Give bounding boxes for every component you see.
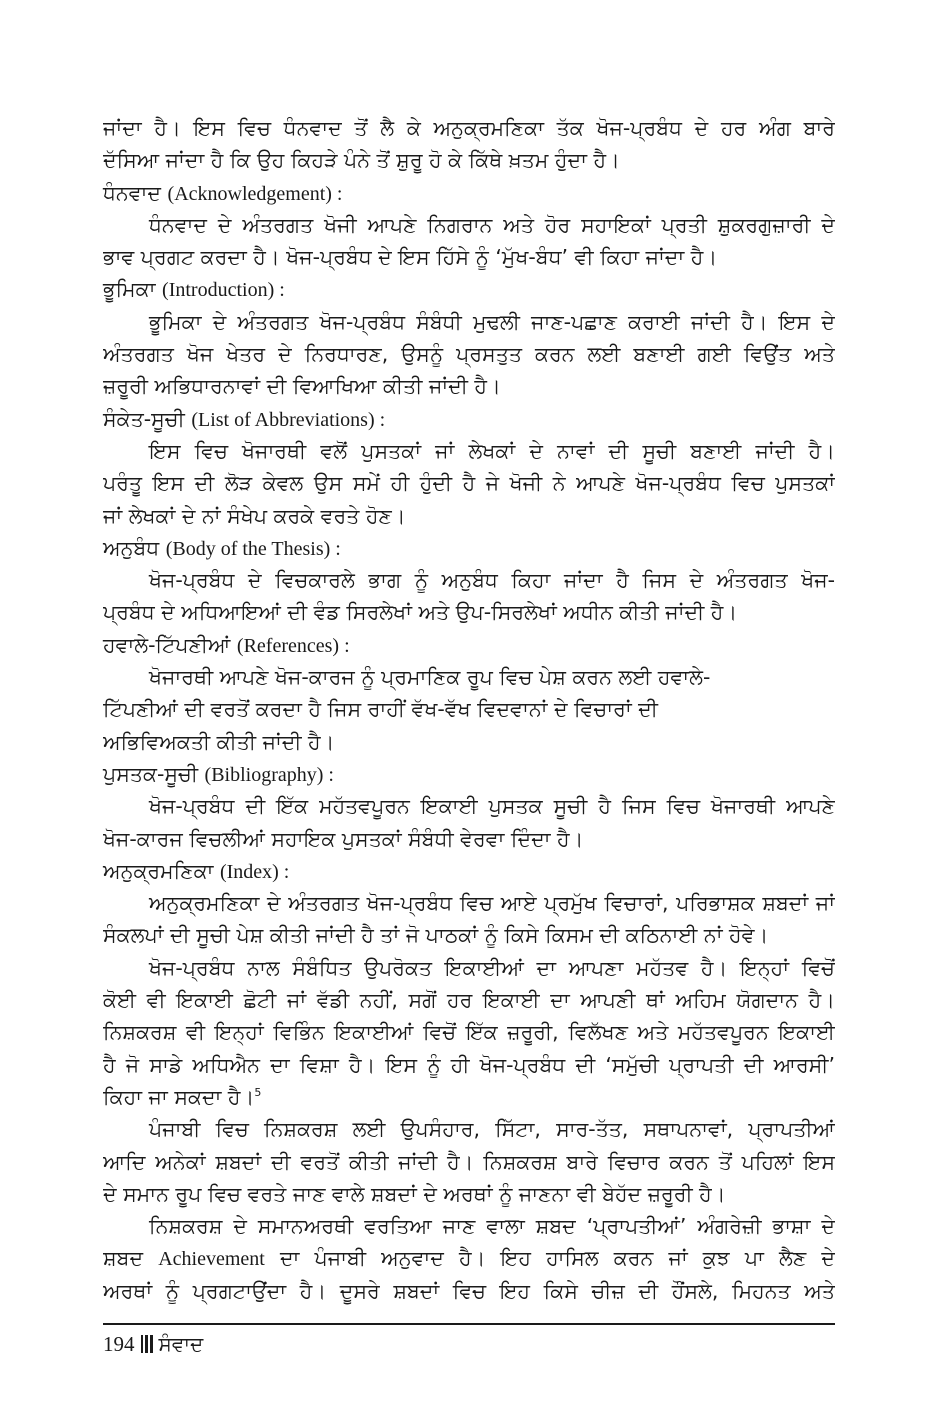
section-heading-references: ਹਵਾਲੇ-ਟਿੱਪਣੀਆਂ (References) : <box>103 632 350 657</box>
footer-divider <box>103 1323 835 1325</box>
text-line: ਖੋਜ-ਕਾਰਜ ਵਿਚਲੀਆਂ ਸਹਾਇਕ ਪੁਸਤਕਾਂ ਸੰਬੰਧੀ ਵੇਰਵਾ ਦਿੰਦਾ ਹੈ। <box>103 826 584 851</box>
text-line: ਆਦਿ ਅਨੇਕਾਂ ਸ਼ਬਦਾਂ ਦੀ ਵਰਤੋਂ ਕੀਤੀ ਜਾਂਦੀ ਹੈ। ਨਿਸ਼ਕਰਸ਼ ਬਾਰੇ ਵਿਚਾਰ ਕਰਨ ਤੋਂ ਪਹਿਲਾਂ ਇਸ <box>103 1149 835 1174</box>
text-line: ਸ਼ਬਦ Achievement ਦਾ ਪੰਜਾਬੀ ਅਨੁਵਾਦ ਹੈ। ਇਹ ਹਾਸਿਲ ਕਰਨ ਜਾਂ ਕੁਝ ਪਾ ਲੈਣ ਦੇ <box>103 1246 835 1271</box>
section-heading-acknowledgement: ਧੰਨਵਾਦ (Acknowledgement) : <box>103 180 343 205</box>
text-line: ਕੋਈ ਵੀ ਇਕਾਈ ਛੋਟੀ ਜਾਂ ਵੱਡੀ ਨਹੀਂ, ਸਗੋਂ ਹਰ ਇਕਾਈ ਦਾ ਆਪਣੀ ਥਾਂ ਅਹਿਮ ਯੋਗਦਾਨ ਹੈ। <box>103 988 835 1013</box>
section-heading-index: ਅਨੁਕ੍ਰਮਣਿਕਾ (Index) : <box>103 858 290 883</box>
text-line: ਖੋਜ-ਪ੍ਰਬੰਧ ਨਾਲ ਸੰਬੰਧਿਤ ਉਪਰੋਕਤ ਇਕਾਈਆਂ ਦਾ ਆਪਣਾ ਮਹੱਤਵ ਹੈ। ਇਨ੍ਹਾਂ ਵਿਚੋਂ <box>149 955 835 980</box>
separator-bars-icon <box>141 1335 153 1353</box>
text-line: ਨਿਸ਼ਕਰਸ਼ ਦੇ ਸਮਾਨਅਰਥੀ ਵਰਤਿਆ ਜਾਣ ਵਾਲਾ ਸ਼ਬਦ ‘ਪ੍ਰਾਪਤੀਆਂ’ ਅੰਗਰੇਜ਼ੀ ਭਾਸ਼ਾ ਦੇ <box>149 1214 835 1239</box>
text-line: ਪ੍ਰਬੰਧ ਦੇ ਅਧਿਆਇਆਂ ਦੀ ਵੰਡ ਸਿਰਲੇਖਾਂ ਅਤੇ ਉਪ-ਸਿਰਲੇਖਾਂ ਅਧੀਨ ਕੀਤੀ ਜਾਂਦੀ ਹੈ। <box>103 600 738 625</box>
text-line: ਟਿੱਪਣੀਆਂ ਦੀ ਵਰਤੋਂ ਕਰਦਾ ਹੈ ਜਿਸ ਰਾਹੀਂ ਵੱਖ-ਵੱਖ ਵਿਦਵਾਨਾਂ ਦੇ ਵਿਚਾਰਾਂ ਦੀ <box>103 697 658 722</box>
journal-name: ਸੰਵਾਦ <box>158 1332 204 1356</box>
text-line: ਜਾਂਦਾ ਹੈ। ਇਸ ਵਿਚ ਧੰਨਵਾਦ ਤੋਂ ਲੈ ਕੇ ਅਨੁਕ੍ਰਮਣਿਕਾ ਤੱਕ ਖੋਜ-ਪ੍ਰਬੰਧ ਦੇ ਹਰ ਅੰਗ ਬਾਰੇ <box>103 116 835 140</box>
section-heading-body: ਅਨੁਬੰਧ (Body of the Thesis) : <box>103 535 341 560</box>
text-line: ਦੱਸਿਆ ਜਾਂਦਾ ਹੈ ਕਿ ਉਹ ਕਿਹੜੇ ਪੰਨੇ ਤੋਂ ਸ਼ੁਰੂ ਹੋ ਕੇ ਕਿੱਥੇ ਖ਼ਤਮ ਹੁੰਦਾ ਹੈ। <box>103 148 620 173</box>
text-line: ਪਰੰਤੂ ਇਸ ਦੀ ਲੋੜ ਕੇਵਲ ਉਸ ਸਮੇਂ ਹੀ ਹੁੰਦੀ ਹੈ ਜੇ ਖੋਜੀ ਨੇ ਆਪਣੇ ਖੋਜ-ਪ੍ਰਬੰਧ ਵਿਚ ਪੁਸਤਕਾਂ <box>103 471 835 496</box>
text-line: ਭੂਮਿਕਾ ਦੇ ਅੰਤਰਗਤ ਖੋਜ-ਪ੍ਰਬੰਧ ਸੰਬੰਧੀ ਮੁਢਲੀ ਜਾਣ-ਪਛਾਣ ਕਰਾਈ ਜਾਂਦੀ ਹੈ। ਇਸ ਦੇ <box>149 309 835 334</box>
text-line: ਖੋਜ-ਪ੍ਰਬੰਧ ਦੇ ਵਿਚਕਾਰਲੇ ਭਾਗ ਨੂੰ ਅਨੁਬੰਧ ਕਿਹਾ ਜਾਂਦਾ ਹੈ ਜਿਸ ਦੇ ਅੰਤਰਗਤ ਖੋਜ- <box>149 568 835 593</box>
text-line: ਸੰਕਲਪਾਂ ਦੀ ਸੂਚੀ ਪੇਸ਼ ਕੀਤੀ ਜਾਂਦੀ ਹੈ ਤਾਂ ਜੋ ਪਾਠਕਾਂ ਨੂੰ ਕਿਸੇ ਕਿਸਮ ਦੀ ਕਠਿਨਾਈ ਨਾਂ ਹੋਵੇ। <box>103 923 769 948</box>
text-line: ਖੋਜਾਰਥੀ ਆਪਣੇ ਖੋਜ-ਕਾਰਜ ਨੂੰ ਪ੍ਰਮਾਣਿਕ ਰੂਪ ਵਿਚ ਪੇਸ਼ ਕਰਨ ਲਈ ਹਵਾਲੇ- <box>149 665 711 690</box>
text-line: ਅੰਤਰਗਤ ਖੋਜ ਖੇਤਰ ਦੇ ਨਿਰਧਾਰਣ, ਉਸਨੂੰ ਪ੍ਰਸਤੁਤ ਕਰਨ ਲਈ ਬਣਾਈ ਗਈ ਵਿਉਂਤ ਅਤੇ <box>103 342 835 367</box>
text-line: ਖੋਜ-ਪ੍ਰਬੰਧ ਦੀ ਇੱਕ ਮਹੱਤਵਪੂਰਨ ਇਕਾਈ ਪੁਸਤਕ ਸੂਚੀ ਹੈ ਜਿਸ ਵਿਚ ਖੋਜਾਰਥੀ ਆਪਣੇ <box>149 794 835 819</box>
text-line: ਦੇ ਸਮਾਨ ਰੂਪ ਵਿਚ ਵਰਤੇ ਜਾਣ ਵਾਲੇ ਸ਼ਬਦਾਂ ਦੇ ਅਰਥਾਂ ਨੂੰ ਜਾਣਨਾ ਵੀ ਬੇਹੱਦ ਜ਼ਰੂਰੀ ਹੈ। <box>103 1181 726 1206</box>
page-body <box>103 112 835 1307</box>
footnote-marker: 5 <box>254 1086 262 1100</box>
page-number: 194 <box>103 1332 135 1356</box>
text-line: ਧੰਨਵਾਦ ਦੇ ਅੰਤਰਗਤ ਖੋਜੀ ਆਪਣੇ ਨਿਗਰਾਨ ਅਤੇ ਹੋਰ ਸਹਾਇਕਾਂ ਪ੍ਰਤੀ ਸ਼ੁਕਰਗੁਜ਼ਾਰੀ ਦੇ <box>149 212 835 237</box>
section-heading-introduction: ਭੂਮਿਕਾ (Introduction) : <box>103 277 285 302</box>
text-line: ਹੈ ਜੋ ਸਾਡੇ ਅਧਿਐਨ ਦਾ ਵਿਸ਼ਾ ਹੈ। ਇਸ ਨੂੰ ਹੀ ਖੋਜ-ਪ੍ਰਬੰਧ ਦੀ ‘ਸਮੁੱਚੀ ਪ੍ਰਾਪਤੀ ਦੀ ਆਰਸੀ’ <box>103 1052 835 1077</box>
section-heading-bibliography: ਪੁਸਤਕ-ਸੂਚੀ (Bibliography) : <box>103 761 334 786</box>
text-line: ਨਿਸ਼ਕਰਸ਼ ਵੀ ਇਨ੍ਹਾਂ ਵਿਭਿੰਨ ਇਕਾਈਆਂ ਵਿਚੋਂ ਇੱਕ ਜ਼ਰੂਰੀ, ਵਿਲੱਖਣ ਅਤੇ ਮਹੱਤਵਪੂਰਨ ਇਕਾਈ <box>103 1020 835 1045</box>
text-line: ਅਭਿਵਿਅਕਤੀ ਕੀਤੀ ਜਾਂਦੀ ਹੈ। <box>103 729 335 754</box>
section-heading-abbreviations: ਸੰਕੇਤ-ਸੂਚੀ (List of Abbreviations) : <box>103 406 386 431</box>
text-line: ਪੰਜਾਬੀ ਵਿਚ ਨਿਸ਼ਕਰਸ਼ ਲਈ ਉਪਸੰਹਾਰ, ਸਿੱਟਾ, ਸਾਰ-ਤੱਤ, ਸਥਾਪਨਾਵਾਂ, ਪ੍ਰਾਪਤੀਆਂ <box>149 1117 835 1142</box>
text-line: ਜ਼ਰੂਰੀ ਅਭਿਧਾਰਨਾਵਾਂ ਦੀ ਵਿਆਖਿਆ ਕੀਤੀ ਜਾਂਦੀ ਹੈ। <box>103 374 501 399</box>
text-line: ਕਿਹਾ ਜਾ ਸਕਦਾ ਹੈ।$^5$ <box>103 1084 262 1109</box>
text-line: ਜਾਂ ਲੇਖਕਾਂ ਦੇ ਨਾਂ ਸੰਖੇਪ ਕਰਕੇ ਵਰਤੇ ਹੋਣ। <box>103 503 406 528</box>
text-line: ਅਰਥਾਂ ਨੂੰ ਪ੍ਰਗਟਾਉਂਦਾ ਹੈ। ਦੂਸਰੇ ਸ਼ਬਦਾਂ ਵਿਚ ਇਹ ਕਿਸੇ ਚੀਜ਼ ਦੀ ਹੌਂਸਲੇ, ਮਿਹਨਤ ਅਤੇ <box>103 1278 835 1303</box>
page-footer <box>103 1329 203 1359</box>
text-line: ਇਸ ਵਿਚ ਖੋਜਾਰਥੀ ਵਲੋਂ ਪੁਸਤਕਾਂ ਜਾਂ ਲੇਖਕਾਂ ਦੇ ਨਾਵਾਂ ਦੀ ਸੂਚੀ ਬਣਾਈ ਜਾਂਦੀ ਹੈ। <box>149 438 835 463</box>
text-line: ਅਨੁਕ੍ਰਮਣਿਕਾ ਦੇ ਅੰਤਰਗਤ ਖੋਜ-ਪ੍ਰਬੰਧ ਵਿਚ ਆਏ ਪ੍ਰਮੁੱਖ ਵਿਚਾਰਾਂ, ਪਰਿਭਾਸ਼ਕ ਸ਼ਬਦਾਂ ਜਾਂ <box>149 891 835 916</box>
text-line: ਭਾਵ ਪ੍ਰਗਟ ਕਰਦਾ ਹੈ। ਖੋਜ-ਪ੍ਰਬੰਧ ਦੇ ਇਸ ਹਿੱਸੇ ਨੂੰ ‘ਮੁੱਖ-ਬੰਧ’ ਵੀ ਕਿਹਾ ਜਾਂਦਾ ਹੈ। <box>103 245 718 270</box>
